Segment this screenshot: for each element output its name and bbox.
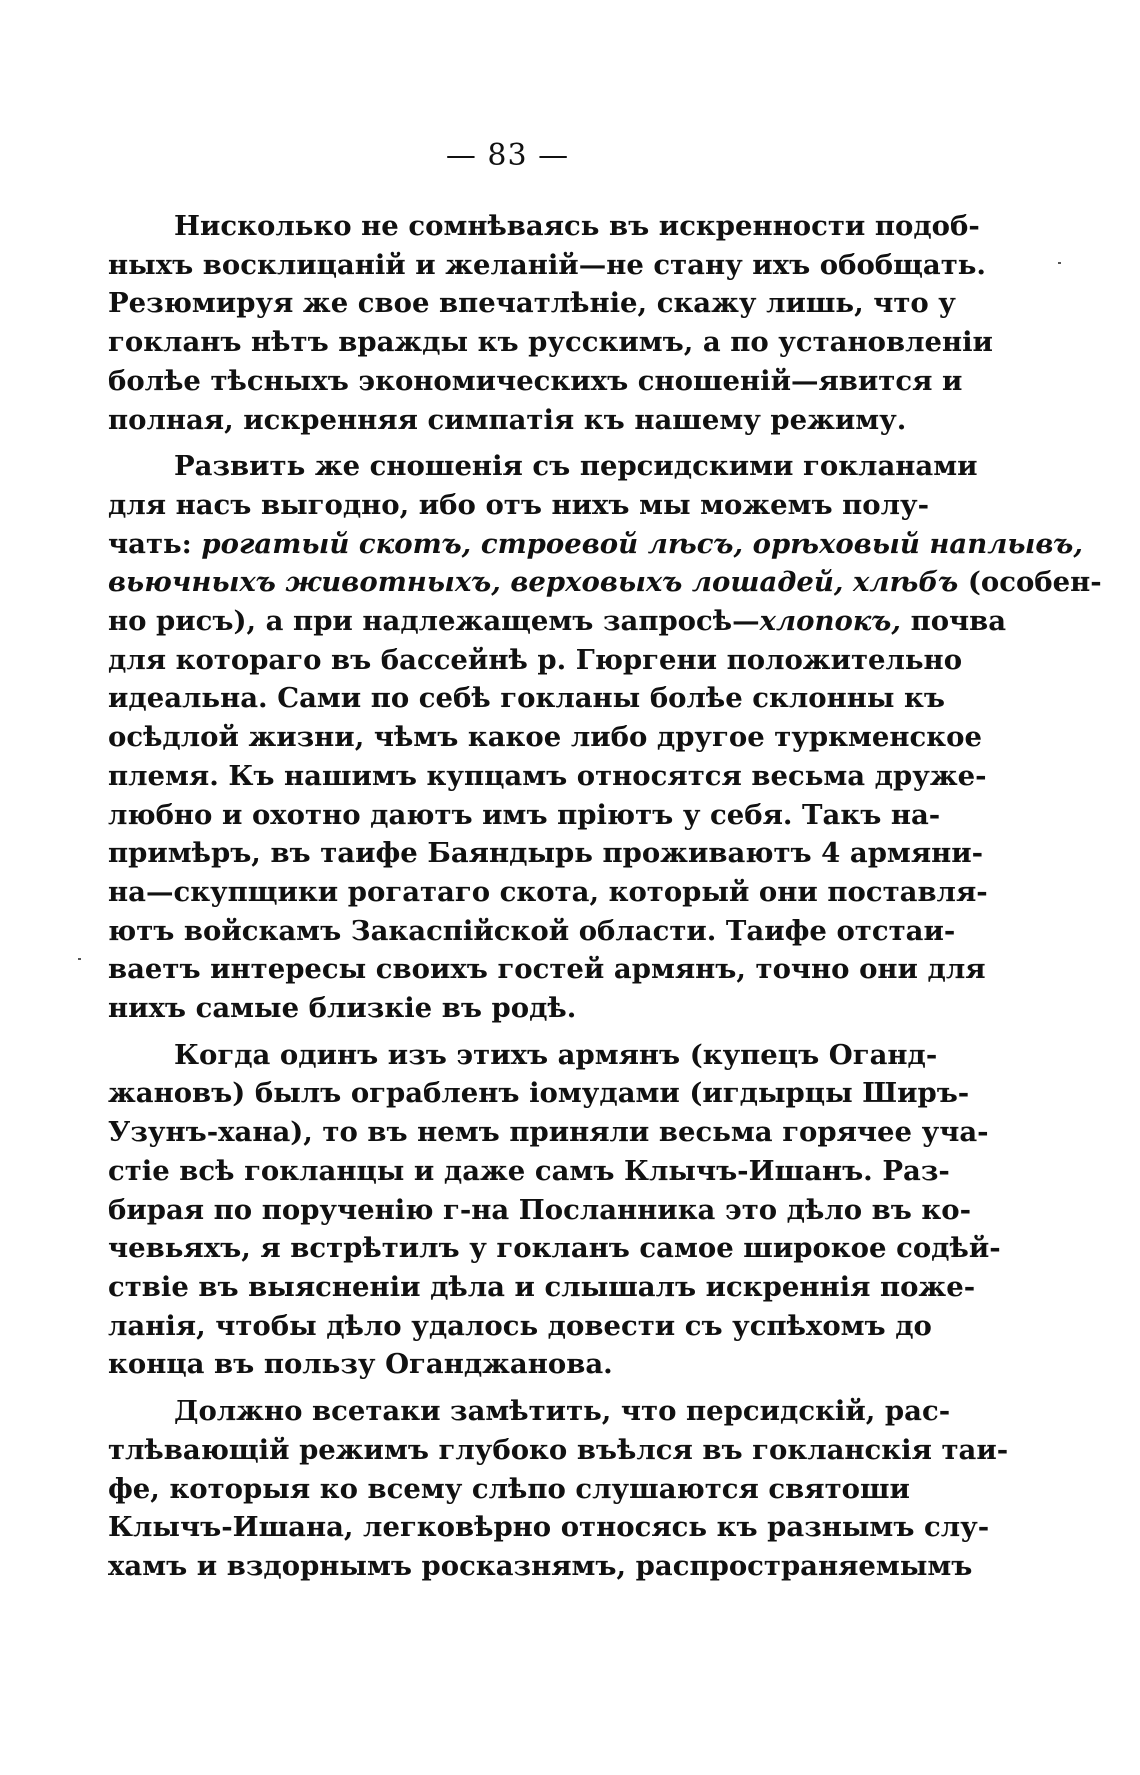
paragraph-1 [108,207,993,439]
text-line: хамъ и вздорнымъ росказнямъ, распространяемымъ [108,1549,973,1582]
text-line: племя. Къ нашимъ купцамъ относятся весьма друже- [108,759,987,792]
text-line [108,525,1083,564]
italic-segment: хлопокъ, [759,605,901,638]
text-line: Резюмируя же свое впечатлѣніе, скажу лишь, что у [108,287,956,320]
text-segment: но рисъ), а при надлежащемъ запросѣ— [108,605,760,638]
text-line: Развить же сношенія съ персидскими гокланами [174,450,978,483]
text-line: для насъ выгодно, ибо отъ нихъ мы можемъ полу- [108,488,930,521]
text-line: ныхъ восклицаній и желаній—не стану ихъ обобщать. [108,248,986,281]
text-line: стіе всѣ гокланцы и даже самъ Клычъ-Ишанъ. Раз- [108,1154,950,1187]
text-line: нихъ самые близкіе въ родѣ. [108,992,577,1025]
text-line: полная, искренняя симпатія къ нашему режиму. [108,403,907,436]
text-line: ланія, чтобы дѣло удалось довести съ успѣхомъ до [108,1309,932,1342]
print-speck [1058,262,1061,264]
text-line: Должно всетаки замѣтить, что персидскій, рас- [174,1395,951,1428]
text-segment: чать: [108,527,202,560]
print-speck [78,958,81,960]
text-segment: почва [901,605,1007,638]
text-line: болѣе тѣсныхъ экономическихъ сношеній—явится и [108,364,963,397]
text-line: чевьяхъ, я встрѣтилъ у гокланъ самое широкое содѣй- [108,1232,1001,1265]
text-line: гокланъ нѣтъ вражды къ русскимъ, а по установленіи [108,326,993,359]
paragraph-4 [108,1392,1009,1586]
text-line: Узунъ-хана), то въ немъ приняли весьма горячее уча- [108,1116,989,1149]
text-line: на—скупщики рогатаго скота, который они поставля- [108,875,988,908]
text-line: для котораго въ бассейнѣ р. Гюргени положительно [108,643,963,676]
text-line [108,602,1007,641]
text-line: Когда одинъ изъ этихъ армянъ (купецъ Оганд- [174,1038,938,1071]
paragraph-3 [108,1036,1001,1384]
text-line: ваетъ интересы своихъ гостей армянъ, точно они для [108,953,986,986]
text-segment: (особен- [958,566,1102,599]
italic-segment: рогатый скотъ, строевой лѣсъ, орѣховый наплывъ, [201,527,1083,560]
text-line: фе, которыя ко всему слѣпо слушаются святоши [108,1472,910,1505]
text-line: любно и охотно даютъ имъ пріютъ у себя. Такъ на- [108,798,941,831]
text-line: Клычъ-Ишана, легковѣрно относясь къ разнымъ слу- [108,1511,990,1544]
text-line: жановъ) былъ ограбленъ іомудами (игдырцы Ширъ- [108,1077,970,1110]
paragraph-2 [108,447,1102,1028]
text-line: идеальна. Сами по себѣ гокланы болѣе склонны къ [108,682,945,715]
text-line: тлѣвающій режимъ глубоко въѣлся въ гокланскія таи- [108,1433,1009,1466]
text-line [108,563,1102,602]
page-number: — 83 — [445,138,570,173]
body-text [108,207,1102,1594]
text-line: Нисколько не сомнѣваясь въ искренности подоб- [174,210,980,242]
text-line: ютъ войскамъ Закаспійской области. Таифе отстаи- [108,914,956,947]
text-line: бирая по порученію г-на Посланника это дѣло въ ко- [108,1193,972,1226]
text-line: примѣръ, въ таифе Баяндырь проживаютъ 4 армяни- [108,837,984,870]
text-line: ствіе въ выясненіи дѣла и слышалъ искреннія поже- [108,1270,976,1303]
italic-segment: вьючныхъ животныхъ, верховыхъ лошадей, хлѣбъ [108,566,959,599]
text-line: осѣдлой жизни, чѣмъ какое либо другое туркменское [108,721,982,754]
text-line: конца въ пользу Оганджанова. [108,1348,613,1381]
